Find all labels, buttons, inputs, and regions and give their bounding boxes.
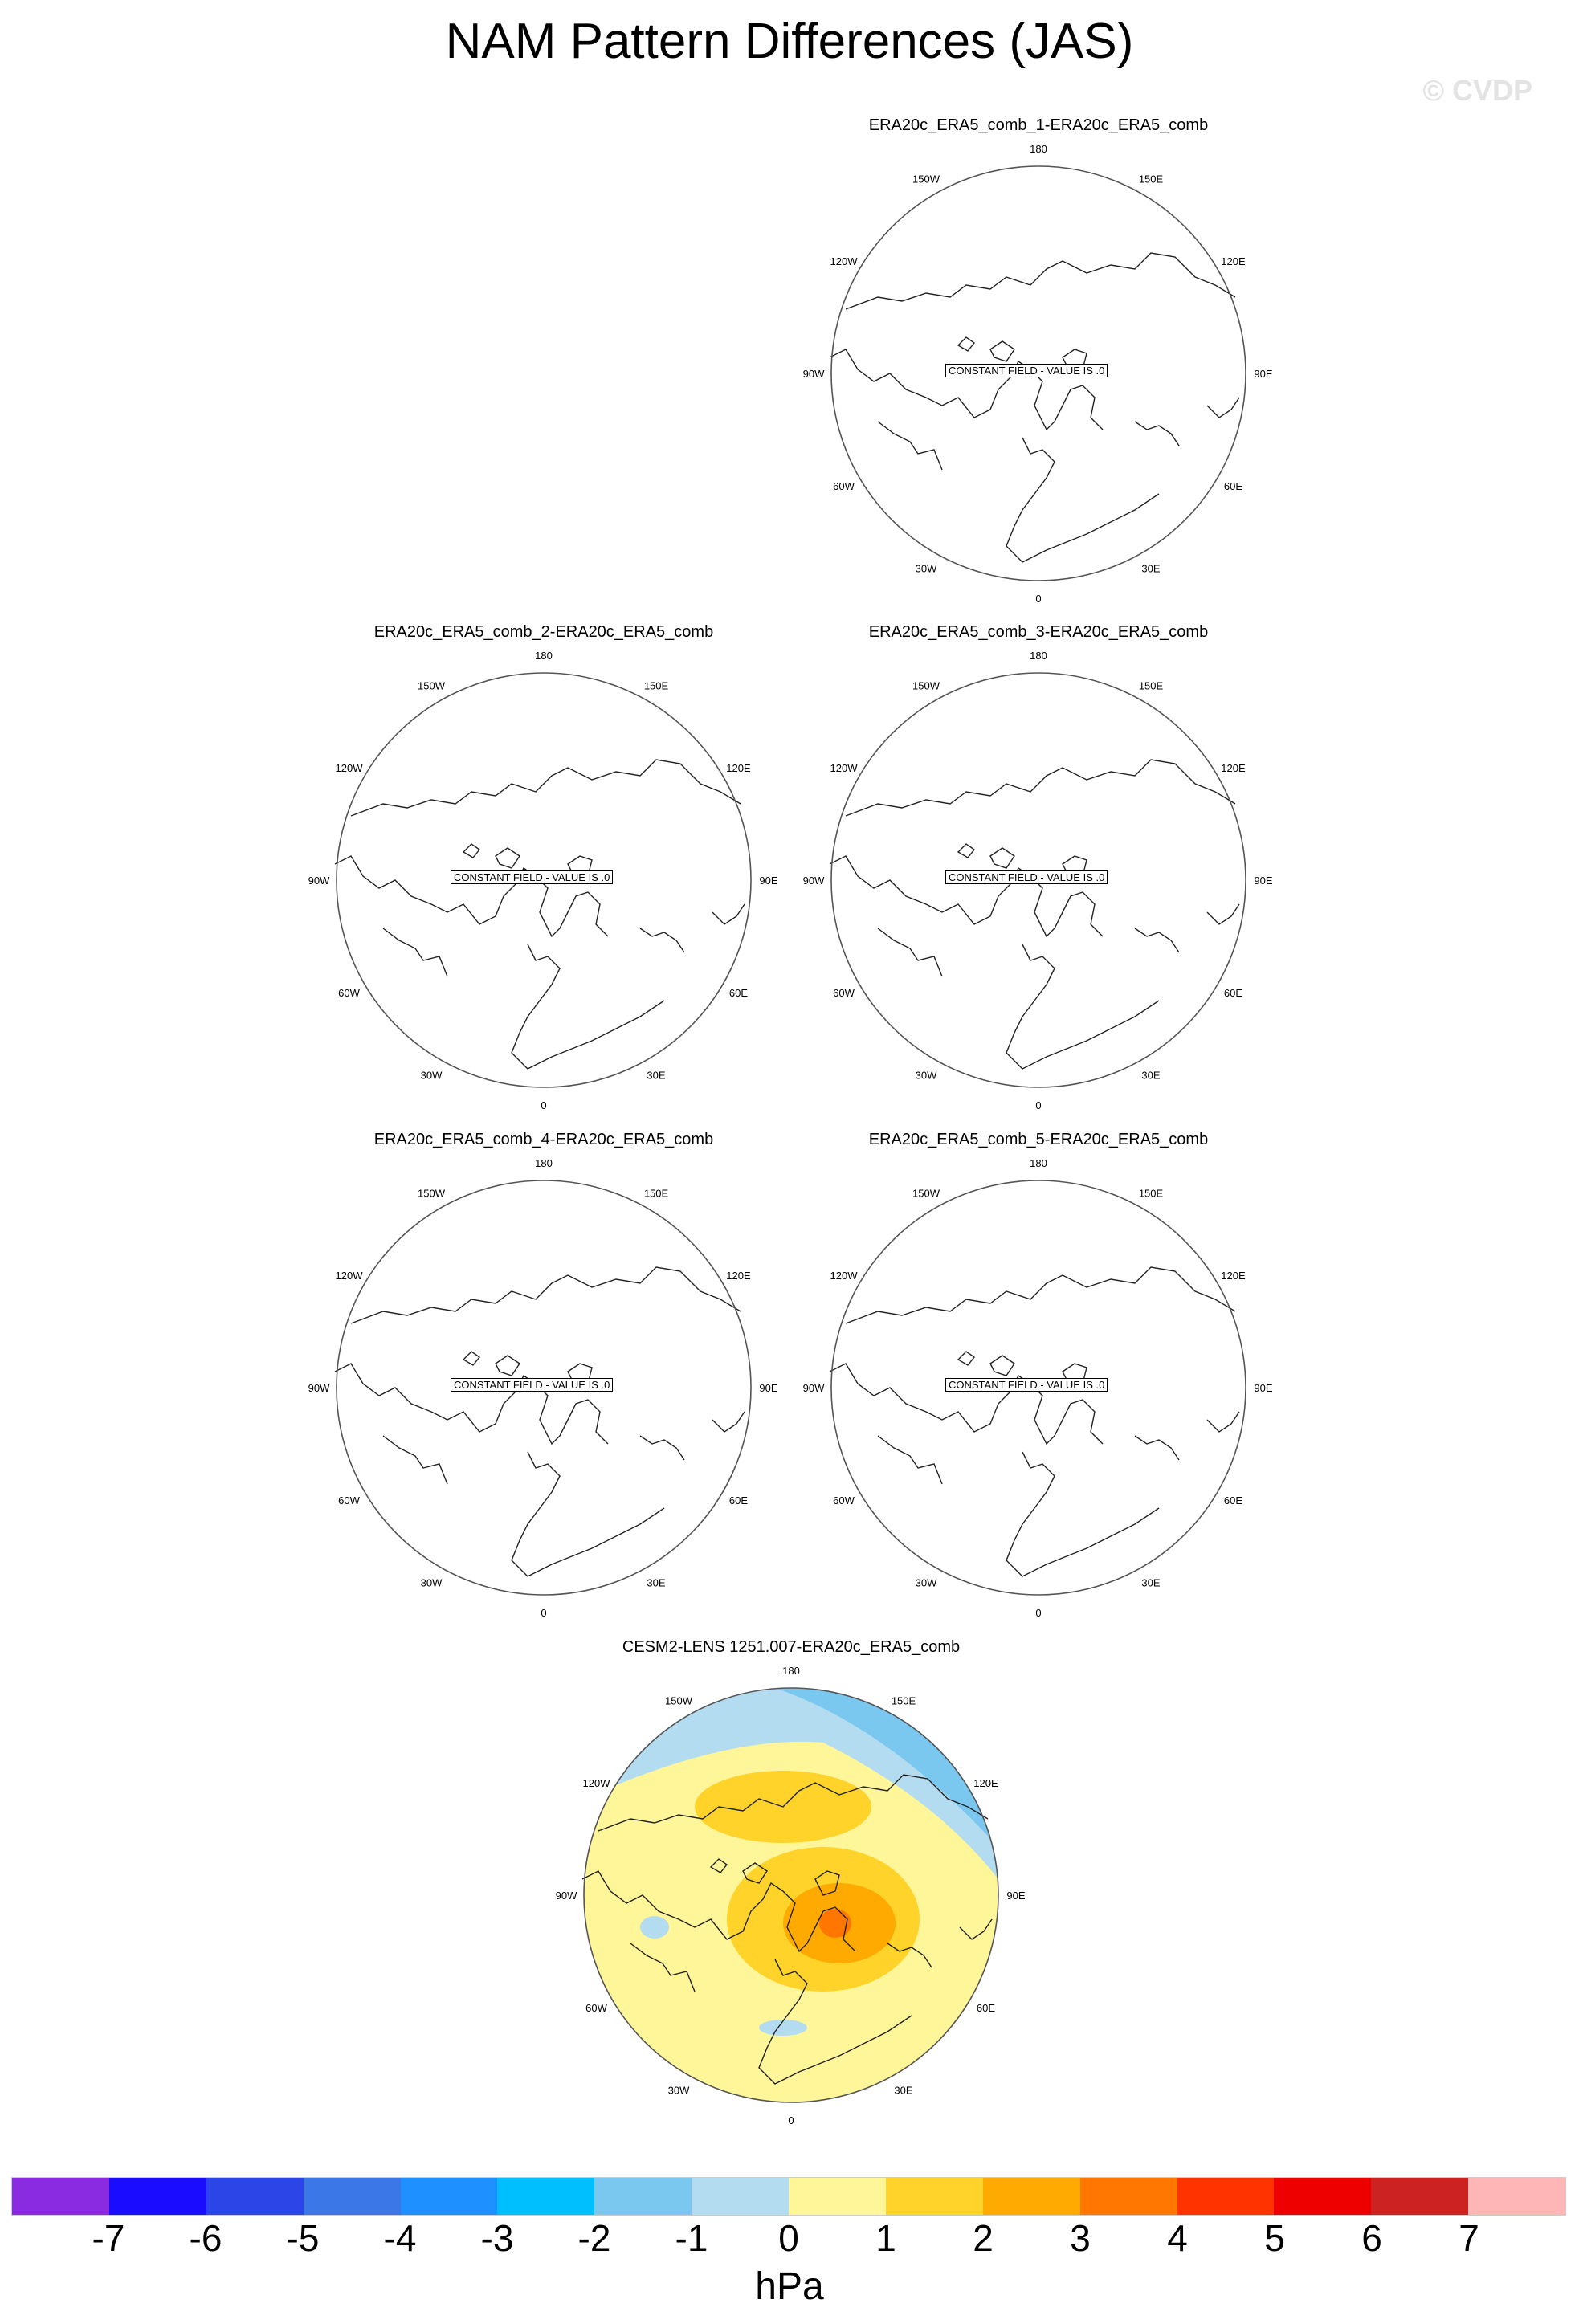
colorbar-units: hPa <box>755 2265 824 2308</box>
coastline <box>878 422 942 470</box>
lon-label: 60E <box>1223 987 1243 999</box>
lon-label: 150W <box>912 1187 940 1200</box>
lon-label: 150E <box>1138 679 1164 692</box>
colorbar-swatch <box>1080 2178 1177 2215</box>
coastline <box>383 1436 447 1484</box>
lon-label: 60W <box>585 2002 607 2014</box>
lon-label: 60W <box>338 987 360 999</box>
lon-label: 90E <box>759 1382 778 1394</box>
panel-title: CESM2-LENS 1251.007-ERA20c_ERA5_comb <box>622 1638 961 1656</box>
lon-label: 120W <box>830 255 858 267</box>
coastline <box>846 253 1235 309</box>
coastline <box>878 928 942 976</box>
colorbar-tick-label: 4 <box>1167 2217 1188 2259</box>
map-panel-3 <box>790 623 1287 1121</box>
coastline <box>512 1452 664 1576</box>
map-panel-2 <box>295 623 793 1121</box>
lon-label: 30W <box>915 1576 937 1589</box>
lon-label: 90E <box>759 875 778 887</box>
lon-label: 30E <box>1141 1069 1161 1082</box>
lon-label: 30E <box>1141 1576 1161 1589</box>
lon-label: 30W <box>420 1069 443 1082</box>
coastline <box>830 349 1103 430</box>
lon-label: 180 <box>1030 1157 1047 1169</box>
colorbar-tick-label: -2 <box>577 2217 611 2259</box>
lon-label: 120W <box>335 1270 363 1282</box>
lon-label: 90E <box>1254 368 1273 380</box>
lon-label: 90W <box>802 1382 825 1394</box>
lon-label: 30E <box>1141 562 1161 575</box>
coastline <box>1207 398 1239 418</box>
panel-title: ERA20c_ERA5_comb_1-ERA20c_ERA5_comb <box>868 116 1209 134</box>
coastline <box>1006 438 1159 562</box>
lon-label: 150E <box>1138 173 1164 186</box>
map-panel-5 <box>790 1131 1287 1629</box>
lon-label: 30W <box>915 1069 937 1082</box>
colorbar-swatch <box>206 2178 304 2215</box>
lon-label: 60W <box>338 1494 360 1507</box>
coastline <box>1006 1452 1159 1576</box>
constant-field-label: CONSTANT FIELD - VALUE IS .0 <box>451 870 613 884</box>
coastline <box>990 341 1014 361</box>
coastline <box>830 856 1103 936</box>
coastline <box>846 760 1235 816</box>
polar-map <box>790 141 1287 614</box>
coastline <box>958 844 974 858</box>
lon-label: 90W <box>308 875 330 887</box>
map-panel-4 <box>295 1131 793 1629</box>
lon-label: 0 <box>541 1099 547 1111</box>
coastline <box>1006 944 1159 1069</box>
polar-map <box>790 1155 1287 1629</box>
lon-label: 90W <box>308 1382 330 1394</box>
contour-neg1-0 <box>759 2020 807 2036</box>
coastline <box>990 848 1014 868</box>
colorbar-swatch <box>1274 2178 1371 2215</box>
lon-label: 60E <box>976 2002 996 2014</box>
lon-label: 180 <box>1030 650 1047 662</box>
coastline <box>512 944 664 1069</box>
lon-label: 180 <box>1030 143 1047 155</box>
lon-label: 60E <box>1223 480 1243 492</box>
coastline <box>640 1436 684 1460</box>
coastlines <box>830 760 1239 1069</box>
coastline <box>383 928 447 976</box>
coastline <box>496 848 520 868</box>
figure-title: NAM Pattern Differences (JAS) <box>445 14 1134 69</box>
colorbar-swatch <box>789 2178 886 2215</box>
contour-neg1-0 <box>640 1916 669 1939</box>
lon-label: 120E <box>1221 255 1246 267</box>
lon-label: 0 <box>1035 1099 1042 1111</box>
colorbar-swatch <box>983 2178 1080 2215</box>
lon-label: 90W <box>555 1890 577 1902</box>
coastline <box>846 1267 1235 1323</box>
coastline <box>1135 928 1179 952</box>
lon-label: 30E <box>647 1069 666 1082</box>
lon-label: 30E <box>894 2084 913 2097</box>
colorbar-tick-label: 2 <box>973 2217 994 2259</box>
constant-field-label: CONSTANT FIELD - VALUE IS .0 <box>945 1378 1108 1392</box>
lon-label: 60E <box>728 987 749 999</box>
colorbar-swatch <box>1371 2178 1468 2215</box>
panel-title: ERA20c_ERA5_comb_4-ERA20c_ERA5_comb <box>373 1131 714 1148</box>
lon-label: 30E <box>647 1576 666 1589</box>
map-panel-1 <box>790 116 1287 614</box>
colorbar-swatch <box>109 2178 206 2215</box>
polar-map <box>295 1155 793 1629</box>
lon-label: 180 <box>535 1157 553 1169</box>
panel-title: ERA20c_ERA5_comb_3-ERA20c_ERA5_comb <box>868 623 1209 641</box>
lon-label: 60W <box>833 480 855 492</box>
lon-label: 0 <box>1035 1607 1042 1619</box>
lon-label: 30W <box>915 562 937 575</box>
lon-label: 60E <box>1223 1494 1243 1507</box>
lon-label: 120E <box>973 1777 998 1789</box>
lon-label: 150W <box>665 1694 692 1707</box>
constant-field-label: CONSTANT FIELD - VALUE IS .0 <box>945 870 1108 884</box>
lon-label: 150E <box>643 1187 669 1200</box>
colorbar-swatch <box>12 2178 109 2215</box>
colorbar-tick-label: 1 <box>875 2217 896 2259</box>
lon-label: 120W <box>335 762 363 774</box>
colorbar-swatch <box>1177 2178 1275 2215</box>
colorbar-tick-label: 5 <box>1264 2217 1285 2259</box>
coastline <box>712 904 745 924</box>
lon-label: 0 <box>1035 593 1042 605</box>
colorbar-tick-label: -4 <box>383 2217 417 2259</box>
coastline <box>335 856 608 936</box>
coastline <box>351 1267 741 1323</box>
lon-label: 60W <box>833 1494 855 1507</box>
panel-title: ERA20c_ERA5_comb_5-ERA20c_ERA5_comb <box>868 1131 1209 1148</box>
lon-label: 0 <box>541 1607 547 1619</box>
lon-label: 150W <box>912 679 940 692</box>
colorbar-tick-label: -1 <box>675 2217 708 2259</box>
colorbar-swatch <box>594 2178 692 2215</box>
lon-label: 60W <box>833 987 855 999</box>
coastline <box>463 844 479 858</box>
polar-map <box>790 647 1287 1121</box>
colorbar-tick-label: 3 <box>1070 2217 1091 2259</box>
lon-label: 90E <box>1254 875 1273 887</box>
coastline <box>712 1412 745 1432</box>
lon-label: 120W <box>830 1270 858 1282</box>
lon-label: 30W <box>667 2084 690 2097</box>
coastline <box>640 928 684 952</box>
lon-label: 150E <box>643 679 669 692</box>
coastlines <box>830 253 1239 562</box>
contour-fill <box>584 1688 998 2102</box>
lon-label: 150E <box>1138 1187 1164 1200</box>
coastline <box>878 1436 942 1484</box>
map-panel-6 <box>542 1638 1040 2136</box>
lon-label: 0 <box>788 2114 794 2126</box>
colorbar-tick-label: 6 <box>1361 2217 1382 2259</box>
coastline <box>463 1352 479 1365</box>
coastline <box>351 760 741 816</box>
coastline <box>1135 1436 1179 1460</box>
coastlines <box>335 760 745 1069</box>
lon-label: 120W <box>830 762 858 774</box>
polar-map <box>295 647 793 1121</box>
lon-label: 60E <box>728 1494 749 1507</box>
coastline <box>958 1352 974 1365</box>
lon-label: 120E <box>1221 762 1246 774</box>
lon-label: 120W <box>582 1777 610 1789</box>
coastline <box>335 1364 608 1444</box>
coastline <box>1207 904 1239 924</box>
colorbar-tick-label: -3 <box>480 2217 514 2259</box>
colorbar-swatch <box>886 2178 983 2215</box>
colorbar-tick-label: 0 <box>778 2217 799 2259</box>
coastline <box>496 1356 520 1376</box>
cvdp-watermark: © CVDP <box>1422 74 1532 107</box>
colorbar-swatch <box>497 2178 594 2215</box>
constant-field-label: CONSTANT FIELD - VALUE IS .0 <box>451 1378 613 1392</box>
colorbar-tick-label: -5 <box>286 2217 320 2259</box>
coastlines <box>335 1267 745 1576</box>
coastline <box>1207 1412 1239 1432</box>
colorbar <box>11 2177 1566 2216</box>
constant-field-label: CONSTANT FIELD - VALUE IS .0 <box>945 364 1108 377</box>
colorbar-tick-label: -7 <box>92 2217 125 2259</box>
lon-label: 180 <box>535 650 553 662</box>
colorbar-swatch <box>1468 2178 1565 2215</box>
lon-label: 120E <box>726 1270 751 1282</box>
lon-label: 120E <box>1221 1270 1246 1282</box>
lon-label: 120E <box>726 762 751 774</box>
coastlines <box>830 1267 1239 1576</box>
lon-label: 90W <box>802 875 825 887</box>
coastline <box>1135 422 1179 446</box>
lon-label: 150W <box>418 679 445 692</box>
coastline <box>990 1356 1014 1376</box>
colorbar-swatch <box>692 2178 789 2215</box>
lon-label: 150W <box>912 173 940 186</box>
coastline <box>958 337 974 351</box>
colorbar-tick-label: 7 <box>1459 2217 1479 2259</box>
colorbar-tick-label: -6 <box>189 2217 222 2259</box>
colorbar-swatch <box>401 2178 498 2215</box>
colorbar-swatch <box>304 2178 401 2215</box>
lon-label: 90E <box>1006 1890 1026 1902</box>
panel-title: ERA20c_ERA5_comb_2-ERA20c_ERA5_comb <box>373 623 714 641</box>
lon-label: 150W <box>418 1187 445 1200</box>
coastline <box>830 1364 1103 1444</box>
polar-map-filled <box>542 1662 1040 2136</box>
lon-label: 150E <box>891 1694 916 1707</box>
lon-label: 90W <box>802 368 825 380</box>
lon-label: 30W <box>420 1576 443 1589</box>
lon-label: 180 <box>782 1665 800 1677</box>
lon-label: 90E <box>1254 1382 1273 1394</box>
colorbar-ticks <box>11 2216 1566 2265</box>
